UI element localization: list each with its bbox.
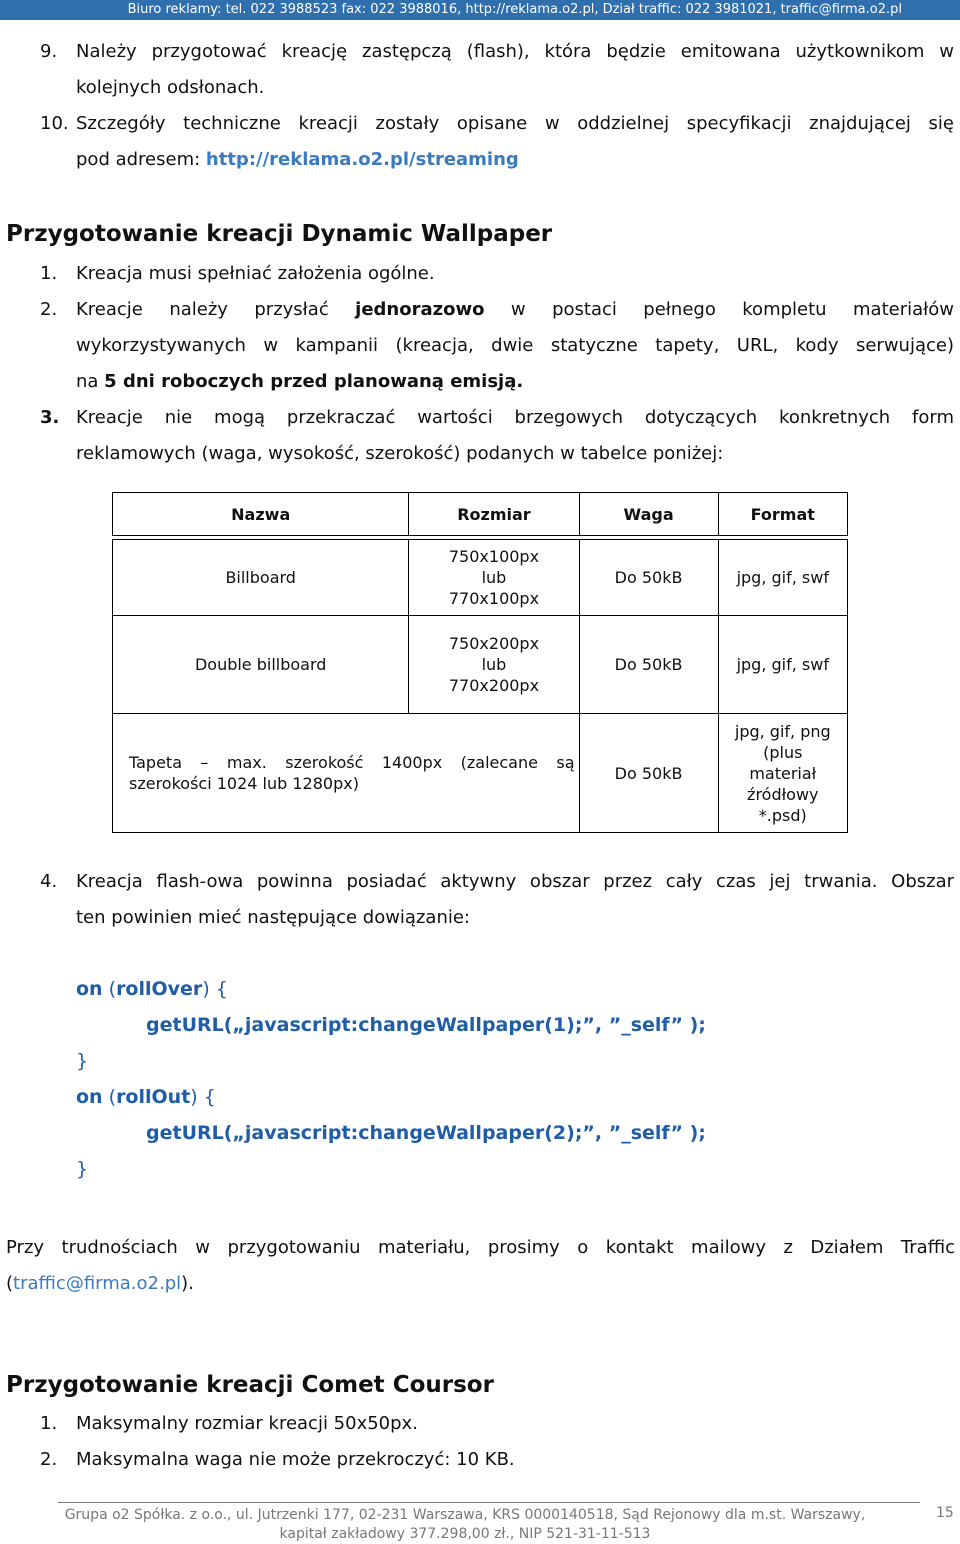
code-keyword: on	[76, 1086, 103, 1108]
traffic-email-link[interactable]: traffic@firma.o2.pl	[13, 1273, 182, 1294]
table-row	[113, 616, 848, 714]
item-number: 3.	[40, 407, 60, 428]
size-line: lub	[481, 655, 507, 674]
cell-name: Billboard	[113, 540, 409, 616]
cell-format	[718, 714, 847, 833]
code-close-brace: }	[76, 1158, 89, 1180]
emphasis-once: jednorazowo	[355, 299, 485, 320]
text-part: w postaci pełnego kompletu materiałów	[484, 299, 954, 320]
comet-item-1	[40, 1406, 955, 1442]
size-line: lub	[481, 568, 507, 587]
format-line: *.psd)	[758, 805, 807, 825]
size-line: 770x200px	[448, 676, 540, 695]
cell-weight: Do 50kB	[579, 714, 718, 833]
item-text-line: Należy przygotować kreację zastępczą (flash), która będzie emitowana użytkownikom w	[76, 41, 954, 62]
format-line: (plus	[763, 742, 803, 762]
cell-weight: Do 50kB	[579, 540, 718, 616]
item-number: 1.	[40, 263, 58, 284]
comet-item-2	[40, 1442, 955, 1478]
cell-format: jpg, gif, swf	[718, 616, 847, 714]
code-keyword: on	[76, 978, 103, 1000]
cell-size	[409, 540, 579, 616]
item-number: 2.	[40, 299, 58, 320]
item-text-line: Maksymalna waga nie może przekroczyć: 10 KB.	[76, 1449, 515, 1470]
table-row	[113, 540, 848, 616]
item-text-line: kolejnych odsłonach.	[76, 77, 265, 98]
code-close-brace: }	[76, 1050, 89, 1072]
item-text-line: Szczegóły techniczne kreacji zostały opisane w oddzielnej specyfikacji znajdującej się	[76, 113, 954, 134]
code-function: getURL	[146, 1122, 224, 1144]
header-cell: Format	[718, 493, 847, 536]
header-cell: Rozmiar	[409, 493, 579, 536]
dw-item-1	[40, 256, 955, 292]
page-number: 15	[936, 1505, 954, 1521]
text-part: ).	[181, 1273, 194, 1294]
contact-line: Przy trudnościach w przygotowaniu materiału, prosimy o kontakt mailowy z Działem Traffic	[6, 1237, 955, 1258]
format-line: jpg, gif, png	[734, 721, 831, 741]
section-title-dynamic-wallpaper: Przygotowanie kreacji Dynamic Wallpaper	[6, 221, 553, 247]
code-line-geturl-2	[146, 1115, 706, 1151]
item-text-line: ten powinien mieć następujące dowiązanie:	[76, 907, 470, 928]
emphasis-deadline: 5 dni roboczych przed planowaną emisją.	[104, 371, 524, 392]
code-event: rollOver	[116, 978, 203, 1000]
item-number: 9.	[40, 41, 58, 62]
contact-line	[6, 1266, 955, 1302]
code-args: („javascript:changeWallpaper(2);”, ”_self” );	[223, 1122, 706, 1144]
footer-company-info	[40, 1506, 890, 1544]
text-part: (	[6, 1273, 14, 1294]
code-punct: ) {	[202, 978, 228, 1000]
streaming-link[interactable]: http://reklama.o2.pl/streaming	[205, 149, 519, 170]
list-item-9	[40, 34, 955, 98]
text-part: na	[76, 371, 105, 392]
table-header-row	[113, 493, 848, 536]
item-number: 2.	[40, 1449, 58, 1470]
header-cell: Waga	[579, 493, 718, 536]
item-text: pod adresem:	[76, 149, 206, 170]
dw-item-2	[40, 292, 955, 392]
contact-paragraph	[6, 1230, 955, 1302]
footer-line: kapitał zakładowy 377.298,00 zł., NIP 521-31-11-513	[279, 1526, 651, 1542]
code-line-rollout	[76, 1079, 216, 1115]
item-text-line	[76, 364, 954, 400]
dw-item-4	[40, 864, 955, 928]
size-line: 750x100px	[448, 547, 540, 566]
code-args: („javascript:changeWallpaper(1);”, ”_self” );	[223, 1014, 706, 1036]
cell-name: Double billboard	[113, 616, 409, 714]
dw-item-3	[40, 400, 955, 464]
name-line: szerokości 1024 lub 1280px)	[129, 774, 359, 793]
item-number: 1.	[40, 1413, 58, 1434]
code-punct: ) {	[190, 1086, 216, 1108]
item-text-line	[76, 292, 954, 328]
format-line: źródłowy	[747, 784, 819, 804]
size-line: 770x100px	[448, 589, 540, 608]
cell-format: jpg, gif, swf	[718, 540, 847, 616]
text-part: Kreacje należy przysłać	[76, 299, 356, 320]
footer-line: Grupa o2 Spółka. z o.o., ul. Jutrzenki 177, 02-231 Warszawa, KRS 0000140518, Sąd Rejonowy dla m.st. Warszawy,	[64, 1507, 866, 1523]
code-line-rollover	[76, 971, 228, 1007]
header-bar	[0, 0, 960, 20]
code-event: rollOut	[116, 1086, 191, 1108]
item-number: 4.	[40, 871, 58, 892]
section-title-comet-coursor: Przygotowanie kreacji Comet Coursor	[6, 1372, 494, 1398]
code-function: getURL	[146, 1014, 224, 1036]
item-text-line: Maksymalny rozmiar kreacji 50x50px.	[76, 1413, 418, 1434]
list-item-10	[40, 106, 955, 170]
item-text-line: Kreacja flash-owa powinna posiadać aktywny obszar przez cały czas jej trwania. Obszar	[76, 871, 954, 892]
item-text-line: Kreacje nie mogą przekraczać wartości brzegowych dotyczących konkretnych form	[76, 407, 954, 428]
footer-divider	[58, 1502, 920, 1503]
name-line: Tapeta – max. szerokość 1400px (zalecane są	[129, 753, 575, 772]
code-punct: (	[108, 1086, 117, 1108]
cell-name-wallpaper	[113, 714, 580, 833]
code-punct: (	[108, 978, 117, 1000]
table-row	[113, 714, 848, 833]
code-line-geturl-1	[146, 1007, 706, 1043]
size-line: 750x200px	[448, 634, 540, 653]
header-cell: Nazwa	[113, 493, 409, 536]
item-number: 10.	[40, 113, 69, 134]
cell-size	[409, 616, 579, 714]
item-text-line: reklamowych (waga, wysokość, szerokość) podanych w tabelce poniżej:	[76, 443, 724, 464]
cell-weight: Do 50kB	[579, 616, 718, 714]
item-text-line: Kreacja musi spełniać założenia ogólne.	[76, 263, 435, 284]
item-text-line: wykorzystywanych w kampanii (kreacja, dwie statyczne tapety, URL, kody serwujące)	[76, 335, 954, 356]
ad-format-table	[112, 492, 848, 833]
header-contact-text: Biuro reklamy: tel. 022 3988523 fax: 022 3988016, http://reklama.o2.pl, Dział traffic: 022 3981021, traffic@firma.o2.pl	[127, 2, 902, 17]
format-line: materiał	[749, 763, 817, 783]
